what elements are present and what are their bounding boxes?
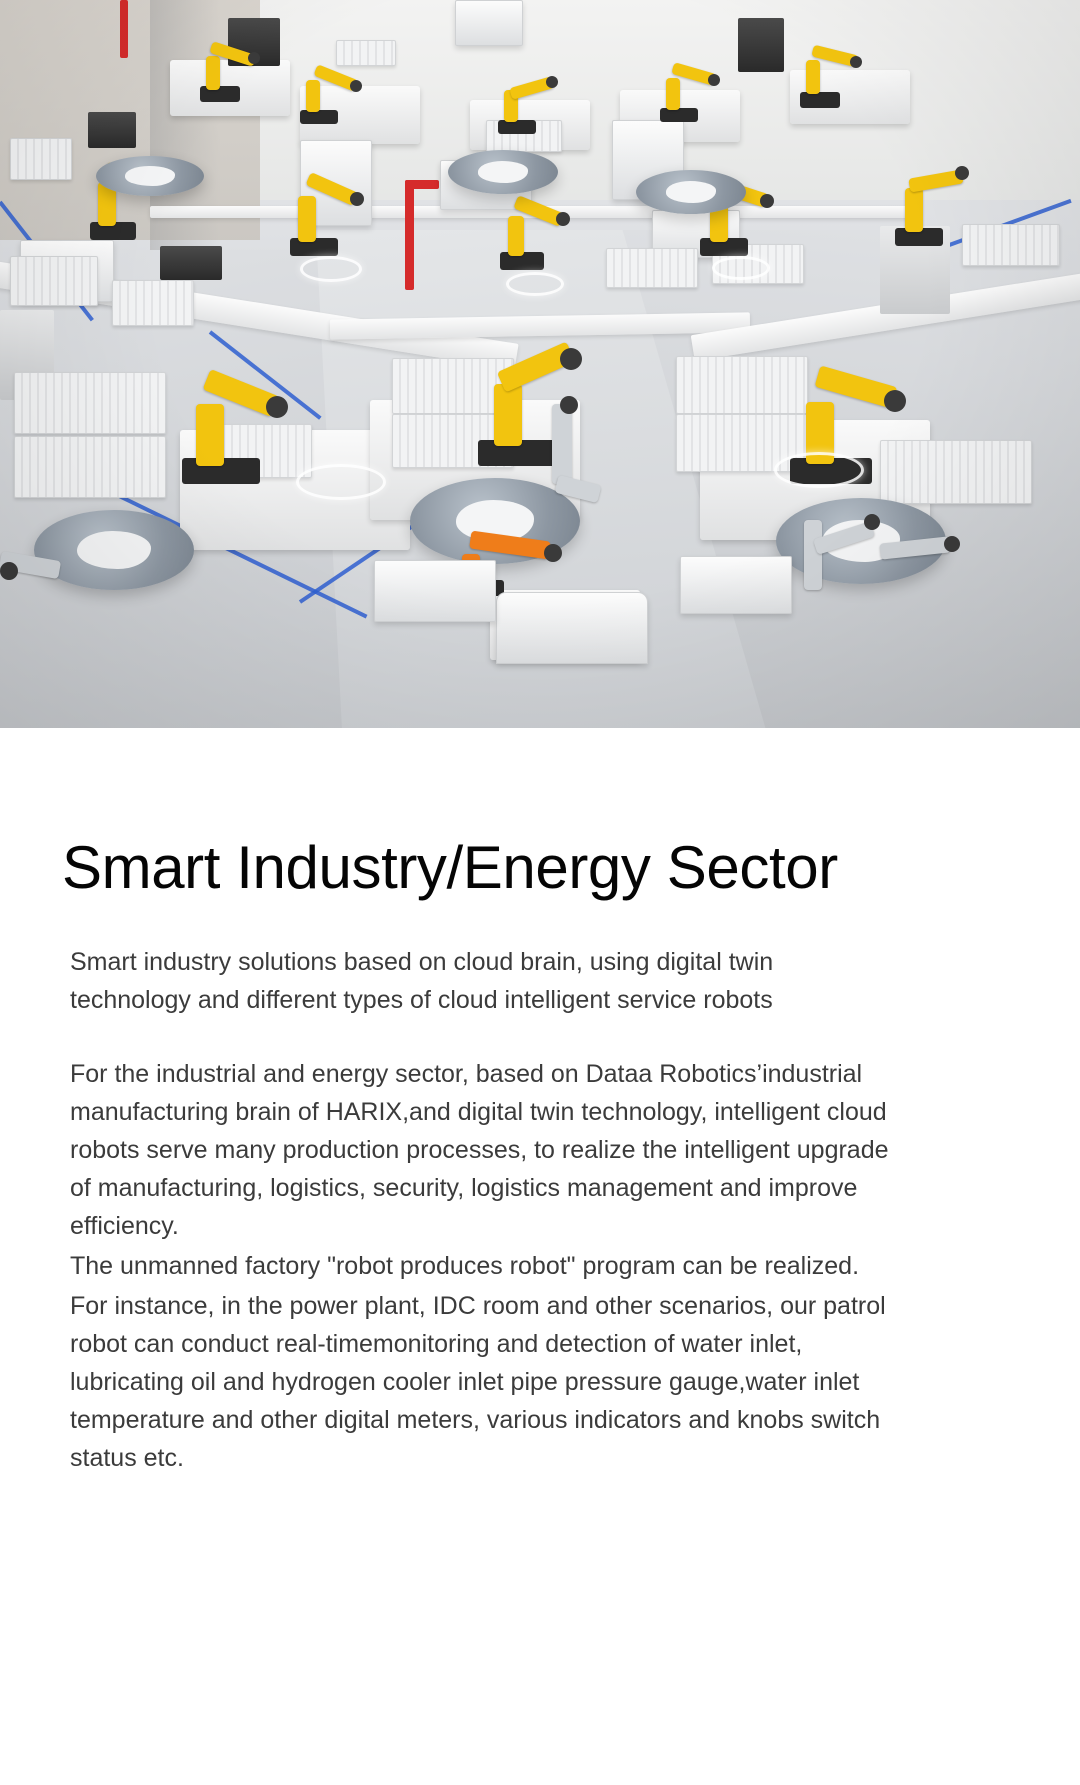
floor-marker-halo (506, 272, 564, 296)
turntable-fixture (34, 510, 194, 590)
article-content (0, 728, 1080, 1477)
parts-crate (676, 356, 808, 414)
floor-marker-halo (300, 256, 362, 282)
parts-crate (10, 256, 98, 306)
control-cabinet (455, 0, 523, 46)
article-paragraph-3: For instance, in the power plant, IDC room and other scenarios, our patrol robot can conduct real-timemonitoring and detection of water inlet, lubricating oil and hydrogen cooler inlet pipe pressure gauge,water inlet temperature and other digital meters, various indicators and knobs switch status etc. (70, 1292, 886, 1472)
equipment-box (160, 246, 222, 280)
turntable-fixture (636, 170, 746, 214)
floor-marker-halo (296, 464, 386, 500)
red-safety-post (405, 180, 414, 290)
red-safety-post-arm (405, 180, 439, 189)
article-paragraph-2: The unmanned factory "robot produces robot" program can be realized. (70, 1252, 860, 1280)
foreground-machine-housing (680, 556, 792, 614)
turntable-fixture (448, 150, 558, 194)
page-title: Smart Industry/Energy Sector (62, 834, 838, 901)
floor-marker-halo (774, 452, 864, 488)
parts-crate (14, 436, 166, 498)
foreground-machine-housing (496, 592, 648, 664)
foreground-machine-housing (374, 560, 496, 622)
red-post-upper (120, 0, 128, 58)
parts-crate (962, 224, 1060, 266)
equipment-box (88, 112, 136, 148)
hero-image (0, 0, 1080, 728)
floor-marker-halo (712, 256, 770, 280)
parts-crate (112, 280, 194, 326)
factory-scene (0, 0, 1080, 728)
parts-crate (606, 248, 698, 288)
parts-crate (336, 40, 396, 66)
article-paragraph-1: For the industrial and energy sector, based on Dataa Robotics’industrial manufacturing brain of HARIX,and digital twin technology, intelligent cloud robots serve many production processes, to realize the intelligent upgrade of manufacturing, logistics, security, logistics management and improve efficiency. (70, 1060, 889, 1240)
turntable-fixture (96, 156, 204, 196)
parts-crate (10, 138, 72, 180)
equipment-box (738, 18, 784, 72)
parts-crate (14, 372, 166, 434)
parts-crate (880, 440, 1032, 504)
article-lead: Smart industry solutions based on cloud brain, using digital twin technology and different types of cloud intelligent service robots (70, 948, 774, 1014)
